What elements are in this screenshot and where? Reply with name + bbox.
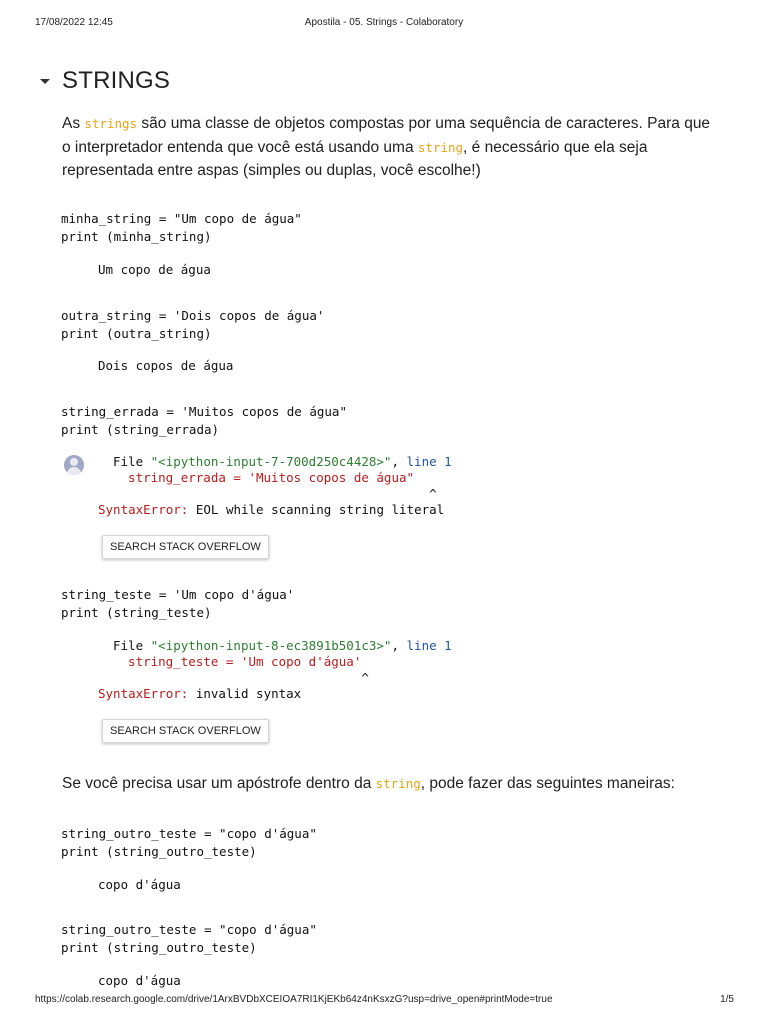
inline-code: string <box>417 139 464 155</box>
tb-file-name: "<ipython-input-8-ec3891b501c3>" <box>150 638 392 653</box>
apostrophe-text: Se você precisa usar um apóstrofe dentro da <box>62 775 376 792</box>
apostrophe-text-cell <box>62 772 722 796</box>
traceback-file-line <box>113 454 452 470</box>
error-type: SyntaxError: <box>98 686 189 701</box>
code-cell[interactable]: minha_string = "Um copo de água" print (minha_string) <box>61 211 302 244</box>
code-cell[interactable]: string_outro_teste = "copo d'água" print (string_outro_teste) <box>61 826 317 859</box>
print-header <box>0 17 768 31</box>
traceback-code: string_teste = 'Um copo d'água' <box>113 654 362 669</box>
section-heading[interactable] <box>36 64 170 98</box>
cell-output: copo d'água <box>98 877 181 892</box>
inline-code: strings <box>84 116 138 131</box>
code-cell[interactable]: string_outro_teste = "copo d'água" print (string_outro_teste) <box>61 922 317 955</box>
tb-sep: , <box>391 638 407 653</box>
cell-output: Um copo de água <box>98 262 211 277</box>
tb-file-label: File <box>113 638 151 653</box>
intro-text: As <box>62 115 85 132</box>
code-cell[interactable]: outra_string = 'Dois copos de água' print (outra_string) <box>61 308 325 341</box>
user-avatar-icon <box>64 455 84 475</box>
cell-output: copo d'água <box>98 973 181 988</box>
traceback-file-line <box>113 638 452 654</box>
error-line <box>98 686 301 702</box>
search-stack-overflow-button[interactable]: SEARCH STACK OVERFLOW <box>102 535 269 559</box>
intro-text: são uma classe de objetos compostas por uma sequência de caracteres. Para que o interpretador entenda que você está usando uma <box>62 115 711 156</box>
traceback-caret: ^ <box>113 486 437 501</box>
traceback-code: string_errada = 'Muitos copos de água" <box>113 470 415 485</box>
avatar-head <box>70 458 78 466</box>
apostrophe-text: , pode fazer das seguintes maneiras: <box>420 775 675 792</box>
print-page-title: Apostila - 05. Strings - Colaboratory <box>304 17 464 28</box>
search-stack-overflow-button[interactable]: SEARCH STACK OVERFLOW <box>102 719 269 743</box>
section-title: STRINGS <box>62 67 171 94</box>
code-cell[interactable]: string_teste = 'Um copo d'água' print (string_teste) <box>61 587 295 620</box>
traceback-caret: ^ <box>113 670 369 685</box>
print-datetime: 17/08/2022 12:45 <box>35 17 113 28</box>
print-url: https://colab.research.google.com/drive/1ArxBVDbXCEIOA7RI1KjEKb64z4nKsxzG?usp=drive_open#printMode=true <box>35 994 553 1005</box>
caret-down-icon[interactable] <box>40 79 50 84</box>
error-message: EOL while scanning string literal <box>188 502 445 517</box>
tb-line-number: line 1 <box>406 638 452 653</box>
tb-sep: , <box>391 454 407 469</box>
print-page-number: 1/5 <box>720 994 734 1005</box>
intro-text: , é necessário que ela seja representada entre aspas (simples ou duplas, você escolhe!) <box>62 138 648 179</box>
avatar-body <box>67 467 81 475</box>
cell-output: Dois copos de água <box>98 358 234 373</box>
tb-file-name: "<ipython-input-7-700d250c4428>" <box>150 454 392 469</box>
intro-text-cell <box>62 112 722 183</box>
error-message: invalid syntax <box>188 686 302 701</box>
inline-code: string <box>375 776 421 791</box>
error-type: SyntaxError: <box>98 502 189 517</box>
error-line <box>98 502 444 518</box>
tb-file-label: File <box>113 454 151 469</box>
code-cell[interactable]: string_errada = 'Muitos copos de água" print (string_errada) <box>61 404 347 437</box>
print-footer <box>0 994 768 1008</box>
tb-line-number: line 1 <box>406 454 452 469</box>
